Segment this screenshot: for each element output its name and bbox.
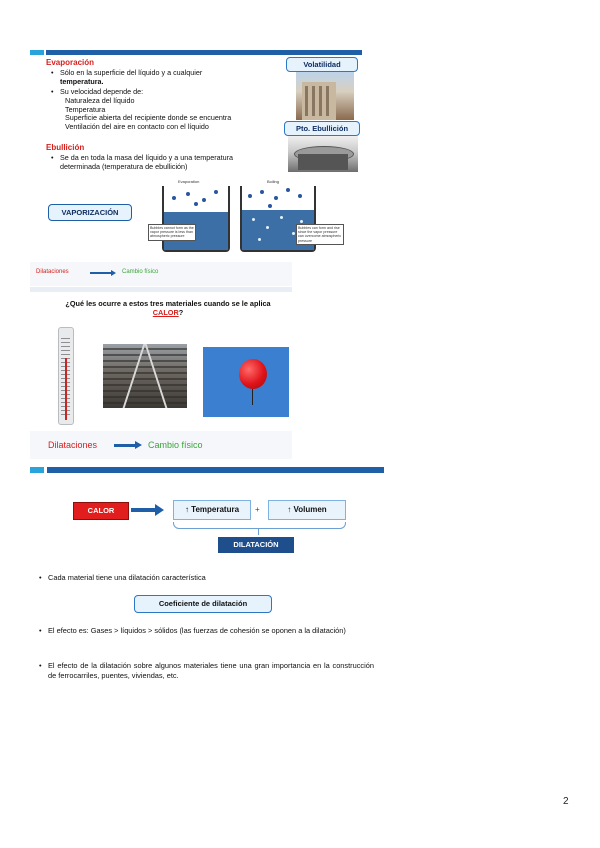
vapor-molecule (194, 202, 198, 206)
boiling-bubble (292, 232, 295, 235)
dilatacion-box: DILATACIÓN (218, 537, 294, 553)
thermometer-column (65, 358, 67, 420)
balloon-string (252, 389, 253, 405)
railway-image (103, 344, 187, 408)
evap-factor: Ventilación del aire en contacto con el líquido (65, 121, 209, 131)
arrow-right-icon (131, 508, 156, 512)
note-boiling: Bubbles can form and rise since the vapor pressure can overcome atmospheric pressure (296, 224, 344, 245)
volatilidad-label: Volatilidad (286, 57, 358, 72)
evap-factor: Naturaleza del líquido (65, 96, 135, 105)
boiling-bubble (266, 226, 269, 229)
brace (173, 522, 346, 529)
rail-ties (103, 344, 187, 408)
slide-header-bar (47, 467, 384, 473)
arrow-head-icon (111, 270, 116, 276)
boiling-bubble (258, 238, 261, 241)
vapor-molecule (298, 194, 302, 198)
plus-sign: + (255, 505, 260, 514)
evap-bullet-1-text: Sólo en la superficie del líquido y a cualquier (60, 68, 203, 77)
calor-box: CALOR (73, 502, 129, 520)
evap-bullet-1-cont: temperatura. (60, 76, 104, 86)
evap-bullet-1 (60, 69, 302, 86)
beaker-left-label: Evaporation (178, 179, 200, 184)
note-evaporation: Bubbles cannot form as the vapor pressure is less than atmospheric pressure (148, 224, 196, 241)
temperatura-box: ↑ Temperatura (173, 500, 251, 520)
boiling-bubble (280, 216, 283, 219)
dilataciones-label: Dilataciones (36, 269, 69, 275)
vapor-molecule (172, 196, 176, 200)
vapor-molecule (202, 198, 206, 202)
pot-body (298, 154, 348, 170)
volumen-box: ↑ Volumen (268, 500, 346, 520)
balloon-image (203, 347, 289, 417)
vapor-molecule (248, 194, 252, 198)
ebul-bullet-text: Se da en toda la masa del líquido y a una temperatura (60, 153, 234, 162)
vapor-molecule (274, 196, 278, 200)
pto-ebullicion-label: Pto. Ebullición (284, 121, 360, 136)
vapor-molecule (214, 190, 218, 194)
building-photo (296, 72, 354, 120)
ebul-bullet (60, 154, 300, 171)
bullet-construccion: • El efecto de la dilatación sobre algunos materiales tiene una gran importancia en la construcción de ferrocarriles, puentes, viviendas, etc. (48, 661, 374, 681)
ebullicion-title: Ebullición (46, 143, 85, 152)
question-calor: CALOR (152, 308, 179, 317)
bullet-efecto: • El efecto es: Gases > líquidos > sólidos (las fuerzas de cohesión se oponen a la dilatación) (48, 626, 374, 636)
slide-header-bar (46, 50, 362, 55)
beaker-right-label: Boiling (267, 179, 280, 184)
vapor-molecule (260, 190, 264, 194)
slide1-footer (30, 262, 292, 286)
ebul-bullet-cont: determinada (temperatura de ebullición) (60, 161, 188, 171)
dilataciones-label: Dilataciones (48, 440, 98, 450)
question-main: ¿Qué les ocurre a estos tres materiales cuando se le aplica (65, 299, 271, 308)
evap-factor: Superficie abierta del recipiente donde se encuentra (65, 113, 232, 123)
evap-bullet-2: • Su velocidad depende de: (60, 88, 143, 97)
brace-tip (258, 528, 259, 535)
arrow-icon (114, 444, 136, 447)
slide-header-accent (30, 50, 44, 55)
cambio-fisico-label: Cambio físico (122, 269, 159, 275)
evaporacion-title: Evaporación (46, 58, 95, 67)
slide2-footer (30, 431, 292, 459)
vaporizacion-label: VAPORIZACIÓN (48, 204, 132, 221)
page-number: 2 (563, 796, 569, 807)
slide-calor-materiales (30, 287, 292, 459)
slide-header-accent (30, 467, 44, 473)
question-text (48, 299, 288, 317)
boiling-bubble (300, 220, 303, 223)
boiling-bubble (252, 218, 255, 221)
thermometer-image (58, 327, 74, 425)
balloon (239, 359, 267, 389)
pot-photo (288, 136, 358, 172)
slide-vaporizacion (30, 50, 362, 260)
building-windows (305, 86, 333, 116)
evap-factors (65, 97, 305, 131)
cambio-fisico-label: Cambio físico (148, 440, 203, 450)
evap-factor: Temperatura (65, 104, 106, 114)
arrow-icon (90, 272, 112, 274)
arrow-right-head-icon (155, 504, 164, 516)
question-end: ? (178, 308, 184, 317)
slide2-top-strip (30, 287, 292, 292)
arrow-head-icon (135, 441, 142, 449)
bullet-cada-material: • Cada material tiene una dilatación característica (48, 574, 206, 583)
vapor-molecule (286, 188, 290, 192)
vapor-molecule (268, 204, 272, 208)
slide-dilatacion (30, 467, 384, 693)
coeficiente-box: Coeficiente de dilatación (134, 595, 272, 613)
vapor-molecule (186, 192, 190, 196)
